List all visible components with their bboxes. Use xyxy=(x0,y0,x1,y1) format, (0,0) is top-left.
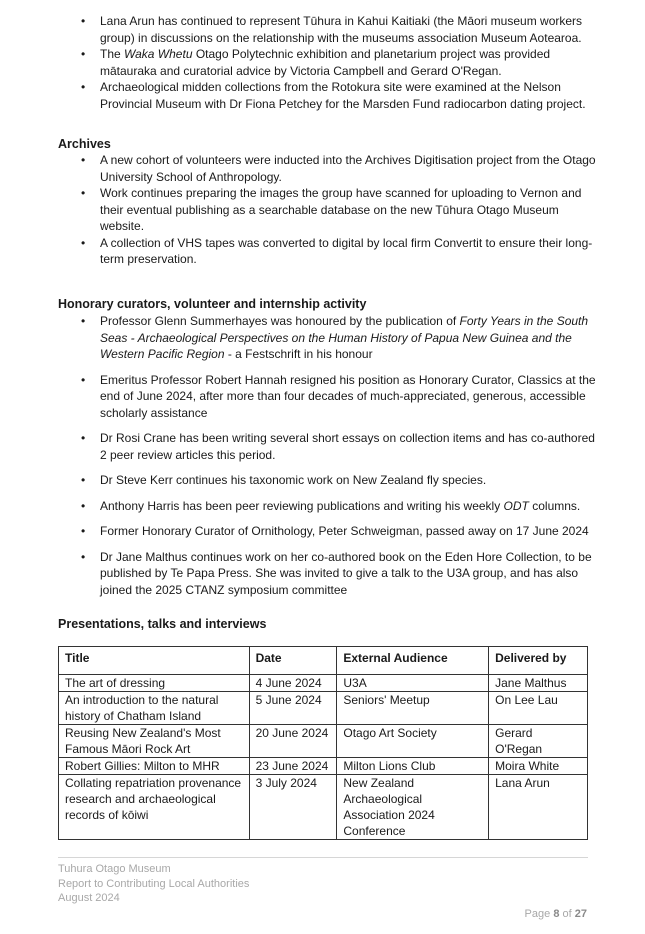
list-item: • Former Honorary Curator of Ornithology, Peter Schweigman, passed away on 17 June 2024 xyxy=(58,523,598,540)
italic-title: Forty Years in the South Seas - Archaeological Perspectives on the Human History of Papua New Guinea and the Western Pacific Region xyxy=(100,314,589,361)
list-item xyxy=(58,313,598,363)
footer xyxy=(58,862,249,906)
table-cell: The art of dressing xyxy=(59,675,250,692)
table-row xyxy=(59,675,588,692)
table-row xyxy=(59,775,588,840)
table-cell: Jane Malthus xyxy=(489,675,588,692)
footer-divider xyxy=(58,857,588,858)
table-row xyxy=(59,758,588,775)
table-cell: Lana Arun xyxy=(489,775,588,840)
footer-date: August 2024 xyxy=(58,892,120,904)
table-cell: Otago Art Society xyxy=(337,725,489,758)
list-item xyxy=(58,498,598,515)
text-run: - a Festschrift in his honour xyxy=(224,347,373,361)
presentations-table xyxy=(58,646,588,840)
table-cell: On Lee Lau xyxy=(489,692,588,725)
top-bullet-list xyxy=(58,13,598,112)
text-run: Professor Glenn Summerhayes was honoured by the publication of xyxy=(100,314,460,328)
table-row xyxy=(59,692,588,725)
footer-report-title: Report to Contributing Local Authorities xyxy=(58,877,250,890)
list-item: • A collection of VHS tapes was converted to digital by local firm Convertit to ensure their long-term preservation. xyxy=(58,235,598,268)
page-current: 8 xyxy=(553,908,560,920)
text-run: columns. xyxy=(528,498,581,513)
italic-title: Waka Whetu xyxy=(124,47,193,61)
table-cell: An introduction to the natural history of Chatham Island xyxy=(59,692,250,725)
list-item xyxy=(58,46,598,79)
table-header-row xyxy=(59,647,588,675)
archives-heading: Archives xyxy=(58,137,111,151)
table-cell: U3A xyxy=(337,675,489,692)
table-cell: 23 June 2024 xyxy=(249,758,337,775)
list-item: • Dr Rosi Crane has been writing several short essays on collection items and has co-authored 2 peer review articles this period. xyxy=(58,430,598,463)
list-item: • Archaeological midden collections from the Rotokura site were examined at the Nelson Provincial Museum with Dr Fiona Petchey for the Marsden Fund radiocarbon dating project. xyxy=(58,79,598,112)
table-cell: 5 June 2024 xyxy=(249,692,337,725)
text-run: Anthony Harris has been peer reviewing publications and writing his weekly xyxy=(100,498,504,513)
table-cell: 4 June 2024 xyxy=(249,675,337,692)
table-cell: Reusing New Zealand's Most Famous Māori Rock Art xyxy=(59,725,250,758)
italic-title: ODT xyxy=(503,498,529,513)
honorary-list xyxy=(58,313,598,607)
list-item: • A new cohort of volunteers were inducted into the Archives Digitisation project from the Otago University School of Anthropology. xyxy=(58,152,598,185)
table-cell: Seniors' Meetup xyxy=(337,692,489,725)
footer-org: Tuhura Otago Museum xyxy=(58,863,171,875)
column-header: Date xyxy=(249,647,337,675)
table-cell: Moira White xyxy=(489,758,588,775)
archives-list xyxy=(58,152,598,268)
text-run: The xyxy=(100,47,125,61)
honorary-heading: Honorary curators, volunteer and internship activity xyxy=(58,297,367,311)
text-run: Otago Polytechnic exhibition and planetarium project was provided mātauraka and curatorial advice by Victoria Campbell and Gerard O'Regan. xyxy=(100,47,551,78)
table-cell: 3 July 2024 xyxy=(249,775,337,840)
page-total: 27 xyxy=(574,908,587,920)
list-item: • Work continues preparing the images the group have scanned for uploading to Vernon and their eventual publishing as a searchable database on the new Tūhura Otago Museum website. xyxy=(58,185,598,235)
table-cell: Milton Lions Club xyxy=(337,758,489,775)
table-row xyxy=(59,725,588,758)
table-cell: New Zealand Archaeological Association 2024 Conference xyxy=(337,775,489,840)
list-item: • Lana Arun has continued to represent Tūhura in Kahui Kaitiaki (the Māori museum workers group) in discussions on the relationship with the museums association Museum Aotearoa. xyxy=(58,13,598,46)
presentations-heading: Presentations, talks and interviews xyxy=(58,617,267,631)
table-cell: Gerard O'Regan xyxy=(489,725,588,758)
column-header: Delivered by xyxy=(489,647,588,675)
table-cell: 20 June 2024 xyxy=(249,725,337,758)
table-cell: Collating repatriation provenance research and archaeological records of kōiwi xyxy=(59,775,250,840)
table-cell: Robert Gillies: Milton to MHR xyxy=(59,758,250,775)
column-header: External Audience xyxy=(337,647,489,675)
page-label: Page xyxy=(524,908,551,920)
list-item: • Dr Jane Malthus continues work on her co-authored book on the Eden Hore Collection, to be published by Te Papa Press. She was invited to give a talk to the U3A group, and has also joined the 2025 CTANZ symposium committee xyxy=(58,549,598,599)
list-item: • Emeritus Professor Robert Hannah resigned his position as Honorary Curator, Classics at the end of June 2024, after more than four decades of much-appreciated, generous, accessible scholarly assistance xyxy=(58,372,598,422)
page-of: of xyxy=(562,908,572,920)
column-header: Title xyxy=(59,647,250,675)
page-number xyxy=(525,906,587,923)
list-item: • Dr Steve Kerr continues his taxonomic work on New Zealand fly species. xyxy=(58,472,598,489)
